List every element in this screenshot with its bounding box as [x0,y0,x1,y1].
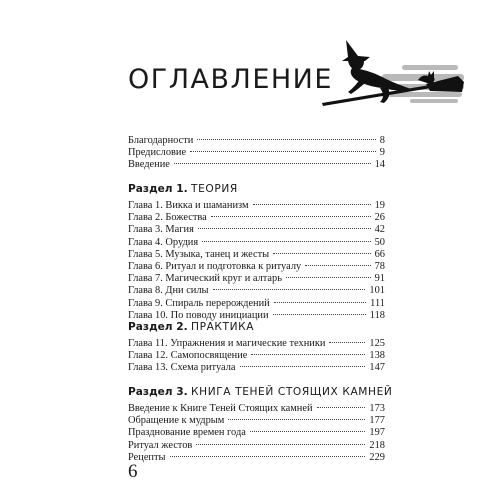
toc-entry[interactable]: Глава 7. Магический круг и алтарь 91 [128,273,385,285]
toc-entry[interactable]: Глава 12. Самопосвящение 138 [128,350,385,362]
front-matter-list [128,135,385,172]
toc-entry[interactable]: Глава 9. Спираль перерождений 111 [128,297,385,309]
toc-entry[interactable]: Глава 3. Магия 42 [128,224,385,236]
section-heading: Раздел 3. КНИГА ТЕНЕЙ СТОЯЩИХ КАМНЕЙ [128,386,393,398]
toc-entry[interactable]: Введение 14 [128,159,385,171]
toc-entry[interactable]: Обращение к мудрым 177 [128,415,385,427]
page-number: 6 [128,461,138,482]
toc-entry[interactable]: Глава 13. Схема ритуала 147 [128,362,385,374]
section-1-list [128,200,385,322]
toc-entry[interactable]: Глава 11. Упражнения и магические техники 125 [128,338,385,349]
toc-entry[interactable]: Глава 10. По поводу инициации 118 [128,309,385,321]
toc-entry[interactable]: Глава 2. Божества 26 [128,212,385,224]
toc-entry[interactable]: Благодарности 8 [128,135,385,146]
section-heading: Раздел 1. ТЕОРИЯ [128,183,238,195]
page-title: ОГЛАВЛЕНИЕ [128,64,333,95]
toc-entry[interactable]: Введение к Книге Теней Стоящих камней 173 [128,403,385,414]
toc-entry[interactable]: Ритуал жестов 218 [128,439,385,451]
toc-entry[interactable]: Рецепты 229 [128,451,385,463]
witch-on-broom-icon [318,30,468,122]
toc-entry[interactable]: Глава 6. Ритуал и подготовка к ритуалу 78 [128,260,385,272]
section-2-list [128,338,385,375]
toc-entry[interactable]: Глава 4. Орудия 50 [128,236,385,248]
toc-entry[interactable]: Глава 1. Викка и шаманизм 19 [128,200,385,211]
toc-entry[interactable]: Празднование времен года 197 [128,427,385,439]
section-heading: Раздел 2. ПРАКТИКА [128,321,255,333]
toc-entry[interactable]: Глава 8. Дни силы 101 [128,285,385,297]
toc-entry[interactable]: Предисловие 9 [128,147,385,159]
toc-entry[interactable]: Глава 5. Музыка, танец и жесты 66 [128,248,385,260]
section-3-list [128,403,385,464]
